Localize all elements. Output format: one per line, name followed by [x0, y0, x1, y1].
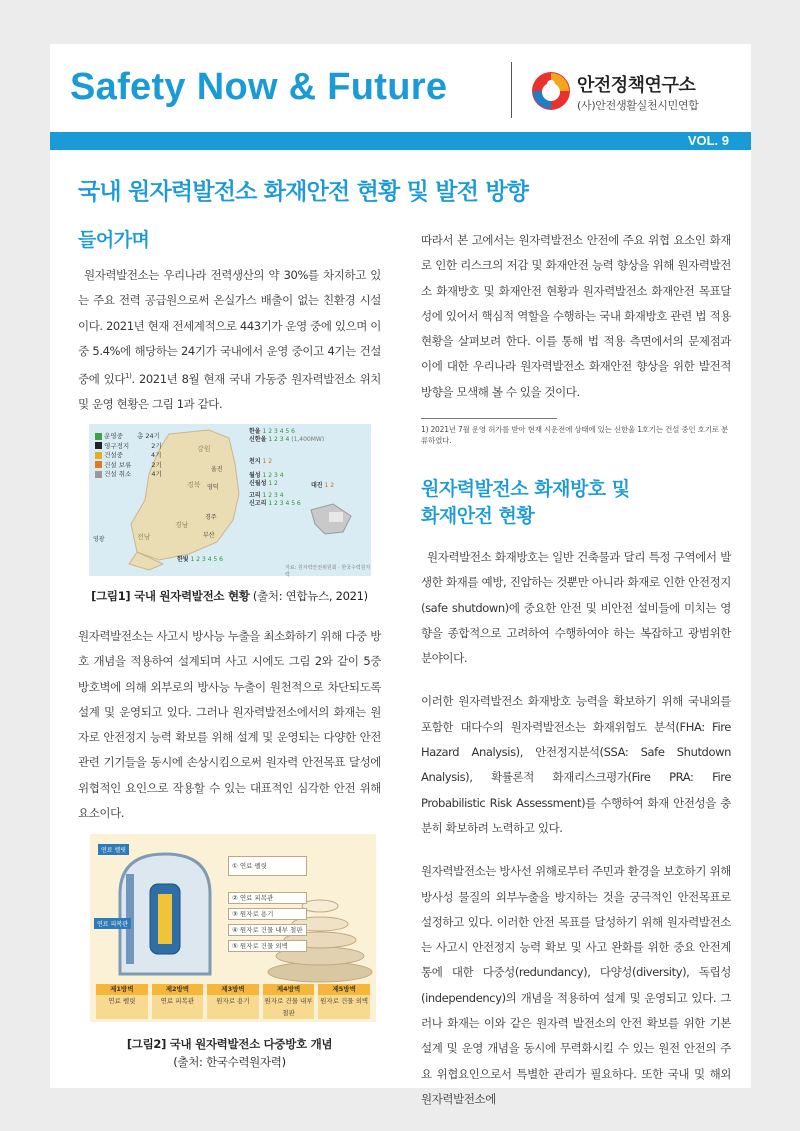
- org-logo-icon: [531, 71, 571, 111]
- site-units: 1 2 3 4 5 6: [262, 428, 295, 435]
- figure-1-nuclear-map: [89, 424, 371, 576]
- fig2-layer-label: ③ 원자로 용기: [228, 908, 307, 920]
- figure-1-caption: [78, 588, 381, 604]
- barrier-title: 제1방벽: [96, 984, 148, 995]
- intro-text: 원자력발전소는 우리나라 전력생산의 약 30%를 차지하고 있는 주요 전력 공급원으로써 온실가스 배출이 없는 친환경 시설이다. 2021년 현재 전세계적으로 443기가 운영 중에 있으며 이중 5.4%에 해당하는 24기가 국내에서 운영 중이고 4기는 건설 중에 있다: [78, 268, 381, 387]
- footnote: 1) 2021년 7월 운영 허가를 받아 현재 시운전에 상태에 있는 신한울 1호기는 건설 중인 호기로 분류하였다.: [421, 425, 729, 445]
- fig2-label-cladding: 연료 피복관: [94, 918, 131, 929]
- legend-swatch: [95, 452, 102, 459]
- barrier-title: 제5방벽: [318, 984, 370, 995]
- barrier-cell: [318, 984, 370, 1019]
- place-label: 울진: [211, 466, 223, 473]
- figure-1-caption-source: (출처: 연합뉴스, 2021): [249, 589, 368, 603]
- legend-label: 건설중: [104, 451, 123, 459]
- figure-1-caption-title: [그림1] 국내 원자력발전소 현황: [91, 589, 250, 603]
- legend-swatch: [95, 461, 102, 468]
- site-item: [249, 428, 324, 436]
- right-column-section-2: [421, 476, 731, 1112]
- site-units: 1 2 3 4: [268, 436, 290, 443]
- fig2-layer-label: ① 연료 펠릿: [228, 856, 307, 876]
- section-heading-line: 원자력발전소 화재방호 및: [421, 478, 630, 500]
- barrier-title: 제4방벽: [263, 984, 315, 995]
- barrier-title: 제3방벽: [207, 984, 259, 995]
- barrier-cell: [207, 984, 259, 1019]
- site-item: [249, 492, 324, 500]
- site-units: 1 2 3 4: [262, 492, 284, 499]
- legend-label: 건설 보류: [104, 460, 132, 469]
- body-paragraph: 이러한 원자력발전소 화재방호 능력을 확보하기 위해 국내외를 포함한 대다수의 원자력발전소는 화재위험도 분석(FHA: Fire Hazard Analysis), 안전정지분석(SSA: Safe Shutdown Analysis), 확률론적 화재리스크평가(Fire PRA: Fire Probabilistic Risk Assessment)를 수행하여 화재 안전성을 충분히 확보하려 노력하고 있다.: [421, 694, 731, 835]
- site-item: [249, 458, 324, 466]
- fig2-label-pellet: 연료 펠릿: [98, 844, 129, 855]
- figure-2-caption-title: [그림2] 국내 원자력발전소 다중방호 개념: [126, 1037, 333, 1051]
- article-title: 국내 원자력발전소 화재안전 현황 및 발전 방향: [78, 179, 529, 205]
- site-item: [249, 436, 324, 444]
- region-label: 경북: [187, 481, 201, 489]
- newsletter-header: [50, 44, 751, 132]
- footnote-ref: 1): [125, 372, 132, 381]
- legend-label: 건설 취소: [104, 470, 132, 478]
- intro-paragraph: [78, 263, 381, 418]
- site-units: 1 2 3 4 5 6: [268, 500, 301, 507]
- barrier-cell: [96, 984, 148, 1019]
- barrier-desc: 원자로 건물 외벽: [318, 995, 370, 1019]
- legend-value: 2기: [151, 460, 162, 469]
- place-label: 경주: [205, 514, 217, 521]
- legend-item: [95, 442, 162, 452]
- section-heading-intro: 들어가며: [78, 229, 150, 251]
- figure-2-caption-source: (출처: 한국수력원자력): [173, 1055, 286, 1069]
- place-label: 영광: [93, 536, 105, 543]
- region-label: 강원: [197, 445, 211, 453]
- barrier-desc: 연료 피복관: [152, 995, 204, 1019]
- site-name: 신월성: [249, 480, 267, 487]
- body-paragraph: 원자력발전소 화재방호는 일반 건축물과 달리 특정 구역에서 발생한 화재를 예방, 진압하는 것뿐만 아니라 화재로 인한 안전정지(safe shutdown)에 중요한 안전 및 비안전 설비들에 미치는 영향을 종합적으로 고려하여 수행하여야 하는 복잡하고 광범위한 분야이다.: [421, 550, 731, 666]
- legend-swatch: [95, 442, 102, 449]
- section-heading-line: 화재안전 현황: [421, 505, 535, 527]
- site-item: [311, 480, 334, 489]
- region-label: 경남: [175, 521, 189, 529]
- fig2-layer-labels: [228, 856, 307, 952]
- body-paragraph: 원자력발전소는 사고시 방사능 누출을 최소화하기 위해 다중 방호 개념을 적용하여 설계되며 사고 시에도 그림 2와 같이 5중 방호벽에 의해 외부로의 방사능 누출이 원천적으로 차단되도록 설계 및 운영되고 있다. 그러나 원자력발전소에서의 화재는 원자로 안전정지 능력 확보를 위해 설계 및 운영되는 다양한 안전관련 기기들을 동시에 손상시킴으로써 원자력 안전목표 달성에 위협적인 요인으로 작용할 수 있는 대표적인 심각한 안전 위해 요소이다.: [78, 629, 381, 821]
- barrier-cell: [152, 984, 204, 1019]
- barrier-title: 제2방벽: [152, 984, 204, 995]
- site-name: 대진: [311, 482, 323, 489]
- site-item: [249, 472, 324, 480]
- legend-item: [95, 470, 162, 480]
- place-label: 부산: [203, 532, 215, 539]
- site-item: [177, 554, 223, 563]
- site-name: 월성: [249, 472, 261, 479]
- figure-1-legend: [95, 432, 162, 480]
- barrier-desc: 원자로 용기: [207, 995, 259, 1019]
- newsletter-brand: Safety Now & Future: [70, 66, 448, 108]
- left-column-top: [78, 227, 381, 418]
- legend-item: [95, 451, 162, 461]
- figure-2-defense-in-depth: [90, 834, 376, 1022]
- legend-value: 총 24기: [137, 432, 160, 440]
- legend-swatch: [95, 433, 102, 440]
- site-units: 1 2 3 4: [262, 472, 284, 479]
- site-units: 1 2 3 4 5 6: [190, 556, 223, 563]
- intro-text-tail: . 2021년 8월 현재 국내 가동중 원자력발전소 위치 및 운영 현황은 그림 1과 같다.: [78, 372, 381, 412]
- volume-label: VOL. 9: [687, 133, 729, 148]
- site-name: 고리: [249, 492, 261, 499]
- body-paragraph: 원자력발전소는 방사선 위해로부터 주민과 환경을 보호하기 위해 방사성 물질의 외부누출을 방지하는 것을 궁극적인 안전목표로 설정하고 있다. 이러한 안전 목표를 달성하기 위해 원자력발전소는 사고시 안전정지 능력 확보 및 사고 완화를 위한 중요 안전계통에 대한 다중성(redundancy), 다양성(diversity), 독립성(independency)의 개념을 적용하여 설계 및 운영되고 있다. 그러나 화재는 이와 같은 원자력 발전소의 안전 확보를 위한 기본 설계 및 운영 개념을 동시에 무력화시킬 수 있는 원전 안전의 주요 위협요인으로서 특별한 관리가 필요하다. 또한 국내 및 해외 원자력발전소에: [421, 864, 731, 1106]
- legend-label: 운영중: [104, 432, 123, 440]
- barrier-cell: [263, 984, 315, 1019]
- legend-value: 4기: [151, 470, 162, 478]
- fig2-barrier-table: [96, 984, 370, 1019]
- legend-value: 2기: [151, 441, 162, 450]
- barrier-desc: 연료 펠릿: [96, 995, 148, 1019]
- barrier-desc: 원자로 건물 내부 철판: [264, 997, 313, 1017]
- footnote-rule: [421, 418, 557, 419]
- org-subname: (사)안전생활실천시민연합: [577, 99, 699, 112]
- site-item: [249, 500, 324, 508]
- fig2-layer-label: ② 연료 피복관: [228, 892, 307, 904]
- legend-item: [95, 432, 162, 442]
- legend-swatch: [95, 471, 102, 478]
- figure-1-source-note: 자료: 원자력안전위원회 · 한국수력원자력: [285, 565, 371, 578]
- org-name: 안전정책연구소: [577, 75, 696, 96]
- site-units: 1 2: [324, 482, 335, 489]
- site-name: 한빛: [177, 556, 189, 563]
- legend-label: 영구정지: [104, 441, 130, 450]
- region-label: 전남: [137, 533, 151, 541]
- site-name: 신한울: [249, 436, 267, 443]
- place-label: 영덕: [207, 484, 219, 491]
- document-page: [50, 44, 751, 1106]
- header-divider: [511, 62, 512, 118]
- site-list: [249, 428, 324, 508]
- site-name: 한울: [249, 428, 261, 435]
- fig2-layer-label: ④ 원자로 건물 내부 철판: [228, 924, 307, 936]
- header-bar: [50, 132, 751, 150]
- site-name: 신고리: [249, 500, 267, 507]
- legend-value: 4기: [151, 451, 162, 459]
- site-capacity: (1,400MW): [291, 436, 325, 443]
- site-units: 1 2: [262, 458, 273, 465]
- body-paragraph: 따라서 본 고에서는 원자력발전소 안전에 주요 위협 요소인 화재로 인한 리스크의 저감 및 화재안전 능력 향상을 위해 원자력발전소 화재방호 및 화재안전 현황과 원자력발전소 화재안전 목표달성에 있어서 핵심적 역할을 수행하는 국내 화재방호 관련 법 적용현황을 살펴보려 한다. 이를 통해 법 적용 측면에서의 문제점과 이에 대한 우리나라 원자력발전소 화재안전 향상을 위한 발전적 방향을 모색해 볼 수 있을 것이다.: [421, 233, 731, 399]
- fig2-layer-label: ⑤ 원자로 건물 외벽: [228, 940, 307, 952]
- section-heading-fire-protection: [421, 476, 731, 530]
- legend-item: [95, 461, 162, 471]
- left-column-bottom: [78, 624, 381, 826]
- site-name: 천지: [249, 458, 261, 465]
- right-column-top: [421, 228, 731, 405]
- site-units: 1 2: [268, 480, 278, 487]
